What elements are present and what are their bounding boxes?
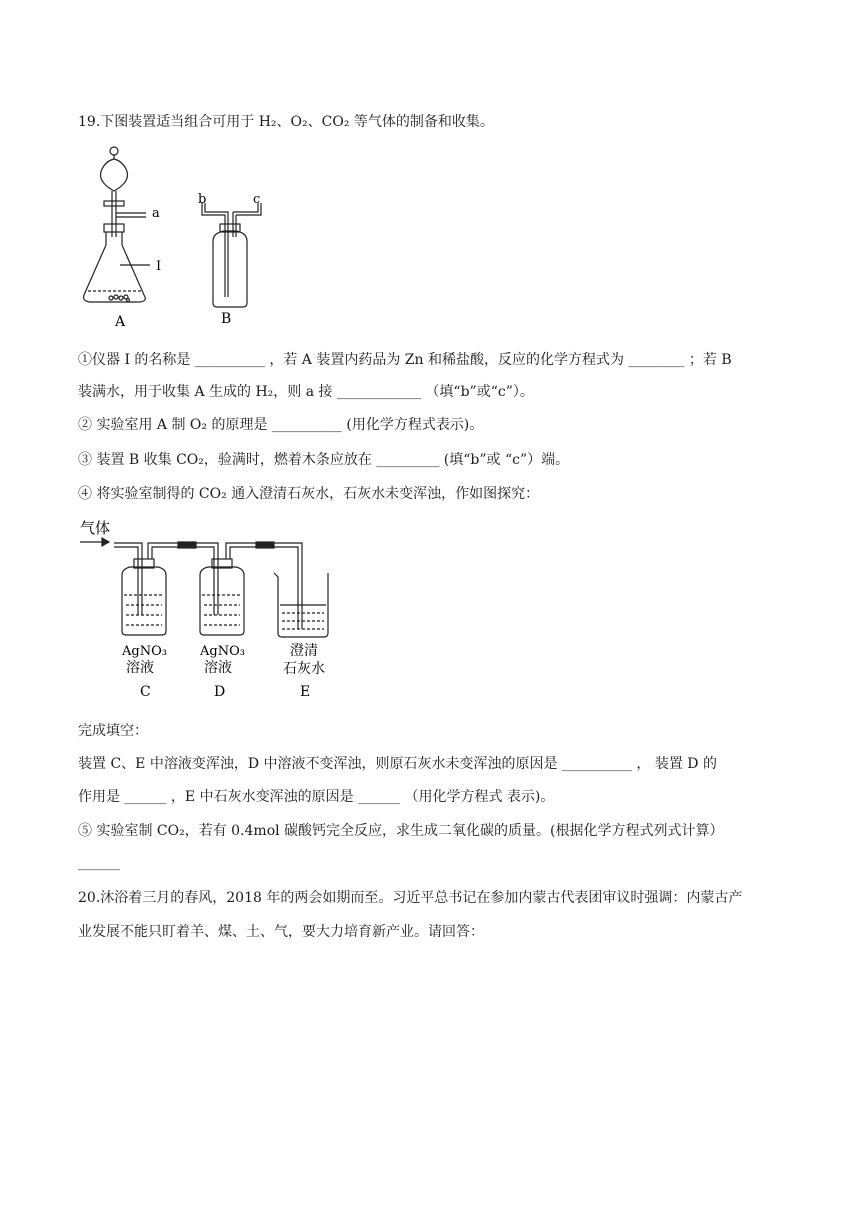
apparatus-figure-cde (78, 515, 348, 705)
reagent-C-1: AgNO₃ (122, 644, 167, 659)
q19-complete: 完成填空： (78, 723, 148, 739)
reagent-E-2: 石灰水 (283, 661, 325, 677)
q20-line1: 20.沐浴着三月的春风，2018 年的两会如期而至。习近平总书记在参加内蒙古代表团审议时强调：内蒙古产 (78, 890, 743, 906)
apparatus-figure-ab (78, 145, 278, 335)
q19-part5-line1: 装置 C、E 中溶液变浑浊，D 中溶液不变浑浊，则原石灰水未变浑浊的原因是 __________ ， 装置 D 的 (78, 756, 717, 772)
q19-part2: ② 实验室用 A 制 O₂ 的原理是 __________ (用化学方程式表示)。 (78, 417, 484, 433)
q19-part6-blank: ______ (78, 855, 120, 871)
q19-part1-line2: 装满水，用于收集 A 生成的 H₂，则 a 接 ____________ （填“b”或“c”）。 (78, 384, 534, 400)
reagent-E-1: 澄清 (290, 643, 318, 659)
label-A: A (115, 314, 126, 330)
q19-part4: ④ 将实验室制得的 CO₂ 通入澄清石灰水，石灰水未变浑浊，作如图探究： (78, 486, 540, 502)
label-a: a (152, 206, 160, 221)
reagent-D-1: AgNO₃ (200, 644, 245, 659)
label-b: b (198, 192, 207, 207)
q19-part1-line1: ①仪器 I 的名称是 __________ ，若 A 装置内药品为 Zn 和稀盐酸，反应的化学方程式为 ________ ；若 B (78, 352, 732, 368)
reagent-C-2: 溶液 (126, 660, 154, 676)
label-E: E (300, 684, 311, 700)
label-I: I (156, 259, 162, 274)
q19-intro: 19.下图装置适当组合可用于 H₂、O₂、CO₂ 等气体的制备和收集。 (78, 114, 494, 130)
q19-part3: ③ 装置 B 收集 CO₂，验满时，燃着木条应放在 _________ (填“b”或 “c”）端。 (78, 452, 570, 468)
label-c: c (253, 192, 261, 207)
label-C: C (140, 684, 151, 700)
label-B: B (221, 311, 232, 327)
q20-line2: 业发展不能只盯着羊、煤、土、气，要大力培育新产业。请回答： (78, 924, 484, 940)
reagent-D-2: 溶液 (204, 660, 232, 676)
q19-part5-line2: 作用是 ______ ，E 中石灰水变浑浊的原因是 ______ （用化学方程式 表示)。 (78, 789, 555, 805)
q19-part6: ⑤ 实验室制 CO₂，若有 0.4mol 碳酸钙完全反应，求生成二氧化碳的质量。(根据化学方程式列式计算） (78, 823, 724, 839)
label-D: D (214, 684, 226, 700)
gas-label: 气体 (80, 519, 111, 537)
